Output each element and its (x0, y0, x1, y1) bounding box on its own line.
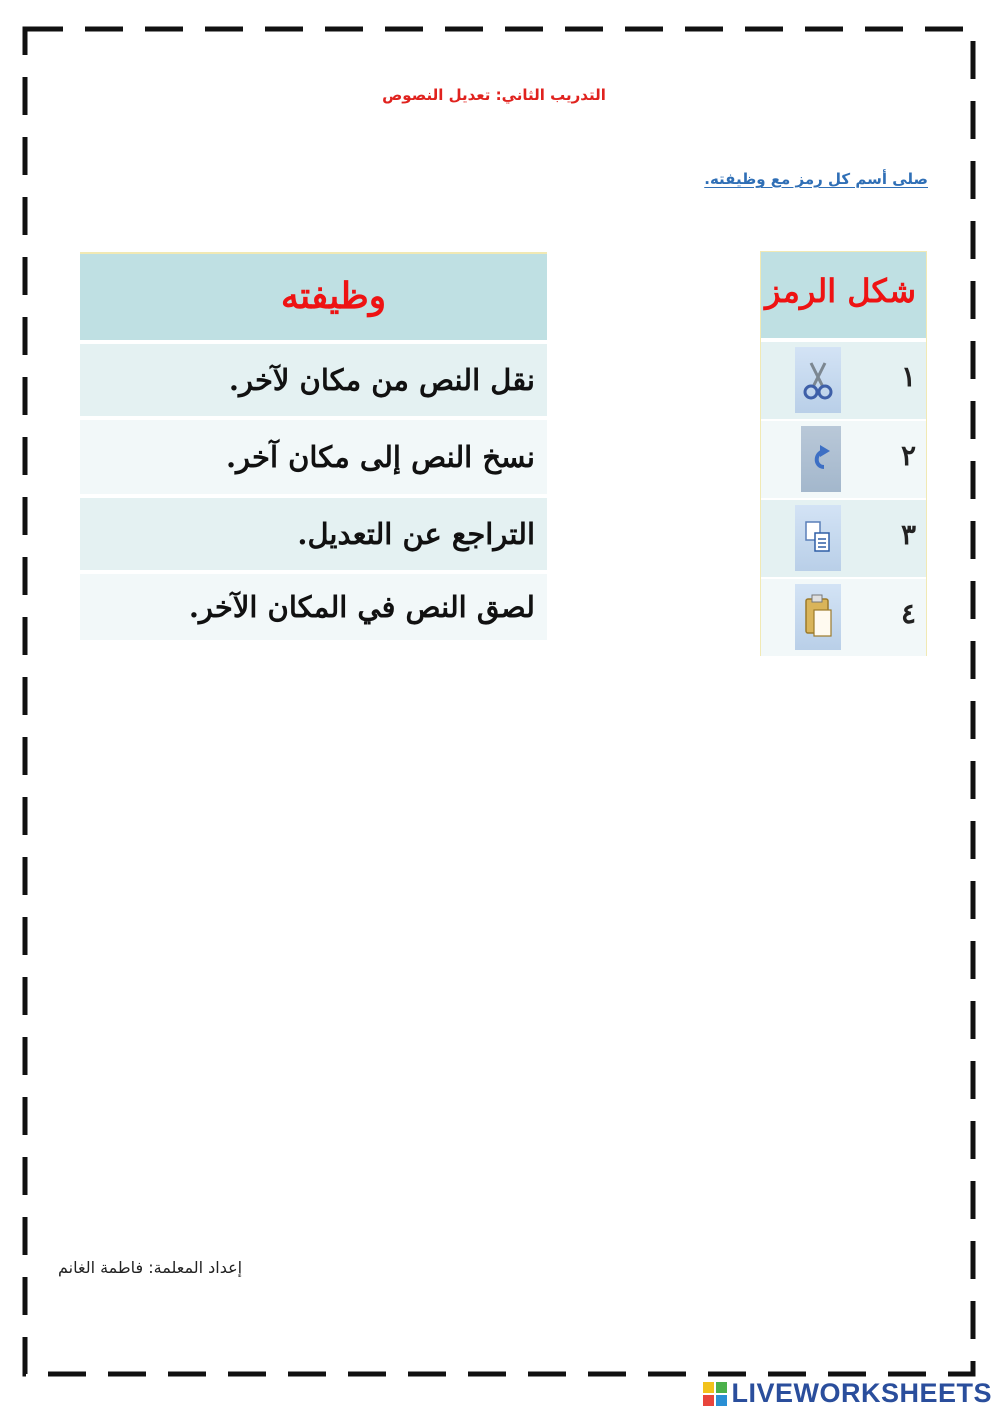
function-row[interactable]: لصق النص في المكان الآخر. (80, 570, 547, 640)
functions-table-header (80, 252, 547, 340)
symbols-table-header (761, 252, 926, 342)
brand-name: LIVEWORKSHEETS (731, 1378, 992, 1408)
row-number: ٢ (900, 439, 916, 472)
function-row[interactable]: التراجع عن التعديل. (80, 494, 547, 570)
logo-squares-icon (703, 1382, 727, 1406)
copy-icon[interactable] (795, 505, 841, 571)
function-header-label: وظيفته (280, 275, 387, 317)
symbol-row (761, 421, 926, 500)
function-row[interactable]: نقل النص من مكان لآخر. (80, 340, 547, 416)
row-number: ٤ (900, 597, 916, 630)
row-number: ٣ (900, 518, 916, 551)
symbol-row (761, 500, 926, 579)
functions-table (80, 252, 547, 640)
symbol-row (761, 342, 926, 421)
liveworksheets-logo (703, 1378, 992, 1409)
symbol-row (761, 579, 926, 658)
symbols-table (760, 251, 927, 656)
function-row[interactable]: نسخ النص إلى مكان آخر. (80, 416, 547, 494)
exercise-title: التدريب الثاني: تعديل النصوص (382, 86, 606, 104)
symbol-header-label: شكل الرمز (765, 272, 916, 310)
teacher-credit: إعداد المعلمة: فاطمة الغانم (58, 1258, 243, 1277)
scissors-icon[interactable] (795, 347, 841, 413)
paste-clipboard-icon[interactable] (795, 584, 841, 650)
undo-arrow-icon[interactable] (801, 426, 841, 492)
row-number: ١ (900, 360, 916, 393)
instruction-text: صلى أسم كل رمز مع وظيفته. (704, 170, 928, 188)
